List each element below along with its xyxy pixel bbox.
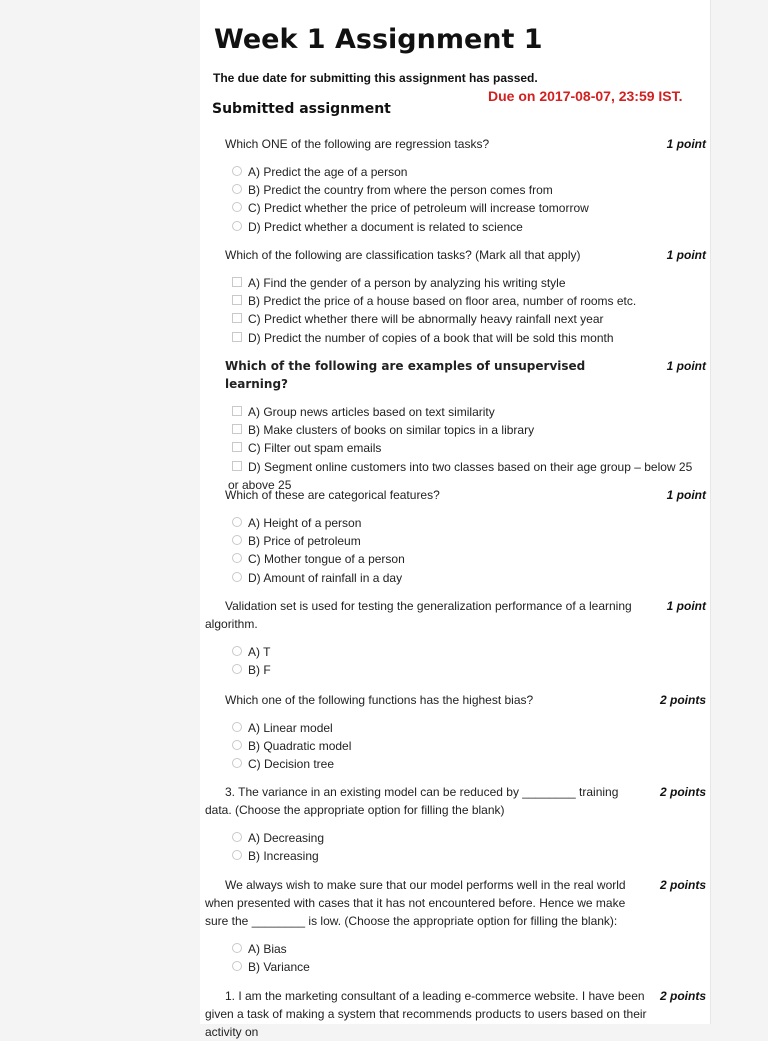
question-points: 1 point <box>666 488 706 502</box>
question-1 <box>200 135 710 236</box>
option-label: A) Predict the age of a person <box>248 165 408 179</box>
option-label: A) Group news articles based on text similarity <box>248 405 495 419</box>
radio-button[interactable] <box>232 850 242 860</box>
option-radio[interactable] <box>200 958 710 976</box>
question-text: We always wish to make sure that our model performs well in the real world when presented with cases that it has not encountered before. Hence we make sure the ________ is low. (Choose the appropriate option for filling the blank): <box>205 878 626 928</box>
option-checkbox[interactable] <box>200 403 710 421</box>
question-3 <box>200 357 710 494</box>
question-points: 1 point <box>666 359 706 373</box>
question-6 <box>200 691 710 774</box>
question-points: 2 points <box>659 693 706 707</box>
option-label: A) Bias <box>248 942 287 956</box>
option-label: B) F <box>248 663 271 678</box>
radio-button[interactable] <box>232 166 242 176</box>
option-label: B) Predict the country from where the person comes from <box>248 183 553 198</box>
option-label: C) Decision tree <box>248 757 335 772</box>
option-label: A) Find the gender of a person by analyzing his writing style <box>248 276 566 290</box>
option-radio[interactable] <box>200 532 710 550</box>
radio-button[interactable] <box>232 943 242 953</box>
question-9 <box>200 987 710 1041</box>
question-4 <box>200 486 710 587</box>
question-text: Which ONE of the following are regression tasks? <box>225 137 490 151</box>
option-label: B) Quadratic model <box>248 739 352 754</box>
option-label: B) Price of petroleum <box>248 534 361 549</box>
option-label: C) Predict whether the price of petroleum will increase tomorrow <box>248 201 589 216</box>
due-date: Due on 2017-08-07, 23:59 IST. <box>488 88 683 104</box>
option-checkbox[interactable] <box>200 292 710 310</box>
checkbox[interactable] <box>232 332 242 342</box>
question-5 <box>200 597 710 679</box>
option-radio[interactable] <box>200 643 710 661</box>
option-label: D) Predict the number of copies of a book that will be sold this month <box>248 330 614 345</box>
checkbox[interactable] <box>232 295 242 305</box>
option-radio[interactable] <box>200 755 710 773</box>
question-2 <box>200 246 710 347</box>
option-checkbox[interactable] <box>200 274 710 292</box>
option-checkbox[interactable] <box>200 439 710 457</box>
submitted-heading: Submitted assignment <box>212 101 391 117</box>
radio-button[interactable] <box>232 740 242 750</box>
radio-button[interactable] <box>232 572 242 582</box>
radio-button[interactable] <box>232 553 242 563</box>
question-text: 1. I am the marketing consultant of a leading e-commerce website. I have been given a task of making a system that recommends products to users based on their activity on <box>205 989 647 1039</box>
radio-button[interactable] <box>232 184 242 194</box>
radio-button[interactable] <box>232 221 242 231</box>
radio-button[interactable] <box>232 535 242 545</box>
option-label: B) Make clusters of books on similar topics in a library <box>248 423 535 438</box>
question-points: 1 point <box>666 248 706 262</box>
option-label: C) Predict whether there will be abnormally heavy rainfall next year <box>248 312 604 327</box>
option-radio[interactable] <box>200 737 710 755</box>
question-points: 2 points <box>659 878 706 892</box>
option-label: A) Decreasing <box>248 831 325 845</box>
question-points: 2 points <box>659 785 706 799</box>
radio-button[interactable] <box>232 517 242 527</box>
radio-button[interactable] <box>232 961 242 971</box>
checkbox[interactable] <box>232 277 242 287</box>
option-radio[interactable] <box>200 829 710 847</box>
option-radio[interactable] <box>200 514 710 532</box>
option-label: D) Amount of rainfall in a day <box>248 570 403 585</box>
page-title: Week 1 Assignment 1 <box>214 24 543 55</box>
radio-button[interactable] <box>232 646 242 656</box>
option-checkbox[interactable] <box>200 421 710 439</box>
checkbox[interactable] <box>232 406 242 416</box>
radio-button[interactable] <box>232 832 242 842</box>
question-text: Validation set is used for testing the generalization performance of a learning algorithm. <box>205 599 632 631</box>
radio-button[interactable] <box>232 664 242 674</box>
option-radio[interactable] <box>200 661 710 679</box>
option-radio[interactable] <box>200 199 710 217</box>
radio-button[interactable] <box>232 722 242 732</box>
question-text: Which of these are categorical features? <box>225 488 440 502</box>
checkbox[interactable] <box>232 461 242 471</box>
question-7 <box>200 783 710 865</box>
option-label: C) Filter out spam emails <box>248 441 382 456</box>
option-label: A) Height of a person <box>248 516 362 530</box>
option-radio[interactable] <box>200 940 710 958</box>
radio-button[interactable] <box>232 202 242 212</box>
option-label: D) Segment online customers into two classes based on their age group – below 25 or above 25 <box>228 459 693 492</box>
option-checkbox[interactable] <box>200 310 710 328</box>
checkbox[interactable] <box>232 442 242 452</box>
checkbox[interactable] <box>232 313 242 323</box>
question-text: Which of the following are examples of unsupervised learning? <box>225 359 586 391</box>
option-radio[interactable] <box>200 163 710 181</box>
assignment-page <box>200 0 711 1039</box>
option-label: C) Mother tongue of a person <box>248 552 405 567</box>
option-label: D) Predict whether a document is related to science <box>248 219 523 234</box>
option-label: A) Linear model <box>248 721 333 735</box>
option-radio[interactable] <box>200 181 710 199</box>
question-points: 1 point <box>666 137 706 151</box>
option-checkbox[interactable] <box>200 329 710 347</box>
option-radio[interactable] <box>200 569 710 587</box>
option-radio[interactable] <box>200 719 710 737</box>
option-label: B) Increasing <box>248 849 319 864</box>
option-radio[interactable] <box>200 550 710 568</box>
question-points: 1 point <box>666 599 706 613</box>
question-text: Which one of the following functions has the highest bias? <box>225 693 534 707</box>
option-radio[interactable] <box>200 218 710 236</box>
question-8 <box>200 876 710 976</box>
radio-button[interactable] <box>232 758 242 768</box>
question-text: Which of the following are classification tasks? (Mark all that apply) <box>225 248 581 262</box>
option-radio[interactable] <box>200 847 710 865</box>
checkbox[interactable] <box>232 424 242 434</box>
question-text: 3. The variance in an existing model can be reduced by ________ training data. (Choose the appropriate option for filling the blank) <box>205 785 619 817</box>
due-passed-notice: The due date for submitting this assignment has passed. <box>213 71 538 85</box>
question-points: 2 points <box>659 989 706 1003</box>
option-label: B) Predict the price of a house based on floor area, number of rooms etc. <box>248 294 637 309</box>
option-label: A) T <box>248 645 271 659</box>
option-label: B) Variance <box>248 960 310 975</box>
